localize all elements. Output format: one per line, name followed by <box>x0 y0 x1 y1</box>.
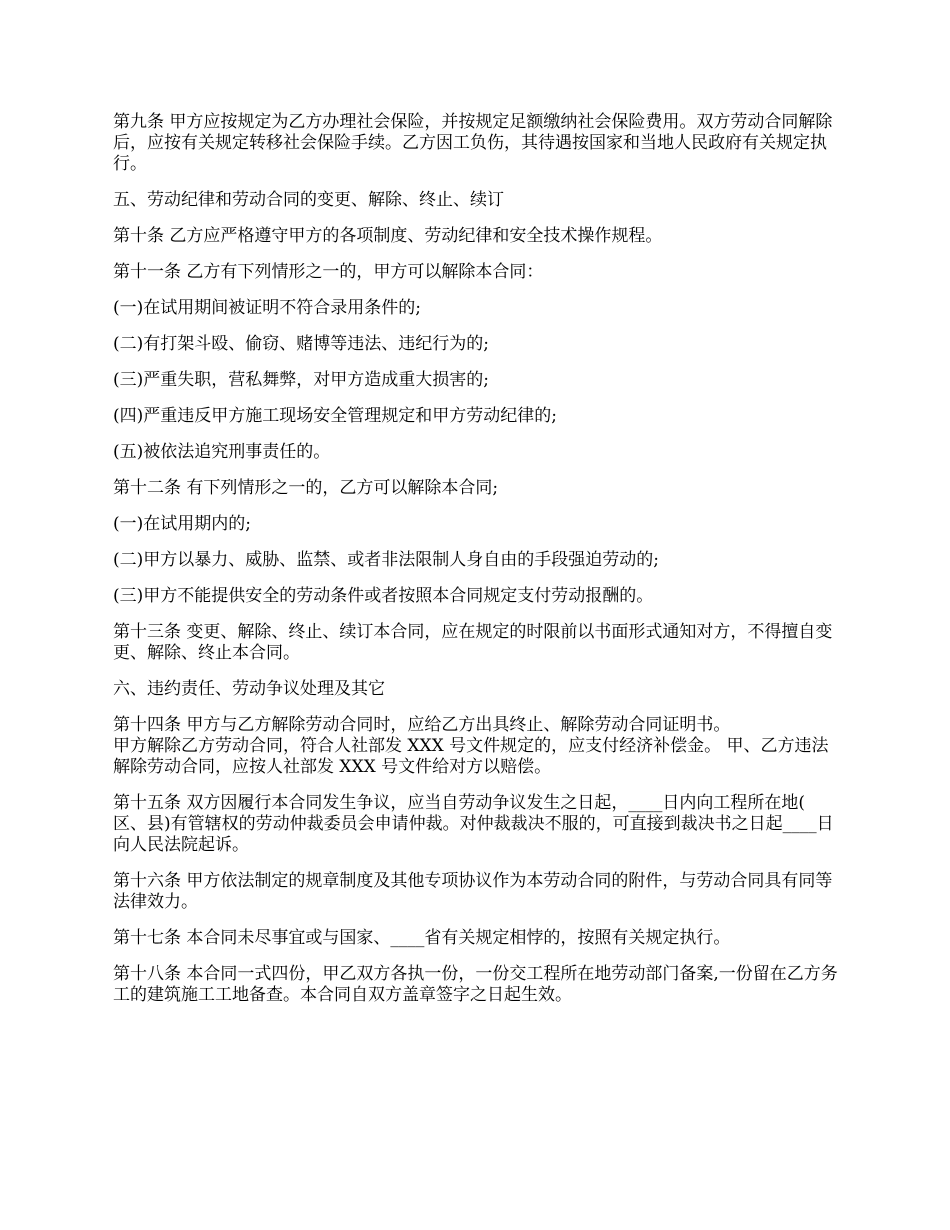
article-17: 第十七条 本合同未尽事宜或与国家、____省有关规定相悖的，按照有关规定执行。 <box>113 928 731 948</box>
section-6-heading: 六、违约责任、劳动争议处理及其它 <box>113 679 385 699</box>
article-11-item-4: (四)严重违反甲方施工现场安全管理规定和甲方劳动纪律的; <box>113 406 557 426</box>
article-11-item-5: (五)被依法追究刑事责任的。 <box>113 442 331 462</box>
section-5-heading: 五、劳动纪律和劳动合同的变更、解除、终止、续订 <box>113 190 504 210</box>
article-11-item-2: (二)有打架斗殴、偷窃、赌博等违法、违纪行为的; <box>113 334 489 354</box>
article-12-item-1: (一)在试用期内的; <box>113 514 251 534</box>
article-11-item-3: (三)严重失职，营私舞弊，对甲方造成重大损害的; <box>113 370 489 390</box>
article-10: 第十条 乙方应严格遵守甲方的各项制度、劳动纪律和安全技术操作规程。 <box>113 226 663 246</box>
article-11: 第十一条 乙方有下列情形之一的，甲方可以解除本合同： <box>113 262 544 282</box>
article-12: 第十二条 有下列情形之一的，乙方可以解除本合同; <box>113 478 499 498</box>
article-12-item-2: (二)甲方以暴力、威胁、监禁、或者非法限制人身自由的手段强迫劳动的; <box>113 550 659 570</box>
article-18: 第十八条 本合同一式四份，甲乙双方各执一份，一份交工程所在地劳动部门备案,一份留在乙方务工的建筑施工工地备查。本合同自双方盖章签字之日起生效。 <box>113 964 838 1005</box>
article-12-item-3: (三)甲方不能提供安全的劳动条件或者按照本合同规定支付劳动报酬的。 <box>113 586 654 606</box>
article-15: 第十五条 双方因履行本合同发生争议，应当自劳动争议发生之日起，____日内向工程所在地( 区、县)有管辖权的劳动仲裁委员会申请仲裁。对仲裁裁决不服的，可直接到裁决书之日起____日向人民法院起诉。 <box>113 793 834 855</box>
article-11-item-1: (一)在试用期间被证明不符合录用条件的; <box>113 298 421 318</box>
article-14: 第十四条 甲方与乙方解除劳动合同时，应给乙方出具终止、解除劳动合同证明书。 甲方解除乙方劳动合同，符合人社部发 XXX 号文件规定的，应支付经济补偿金。 甲、乙方违法解除劳动合同，应按人社部发 XXX 号文件给对方以赔偿。 <box>113 715 829 777</box>
article-13: 第十三条 变更、解除、终止、续订本合同，应在规定的时限前以书面形式通知对方，不得擅自变更、解除、终止本合同。 <box>113 622 833 663</box>
article-9: 第九条 甲方应按规定为乙方办理社会保险，并按规定足额缴纳社会保险费用。双方劳动合同解除后，应按有关规定转移社会保险手续。乙方因工负伤，其待遇按国家和当地人民政府有关规定执行。 <box>113 112 833 174</box>
document-page <box>113 112 843 1021</box>
article-16: 第十六条 甲方依法制定的规章制度及其他专项协议作为本劳动合同的附件，与劳动合同具有同等法律效力。 <box>113 871 833 912</box>
